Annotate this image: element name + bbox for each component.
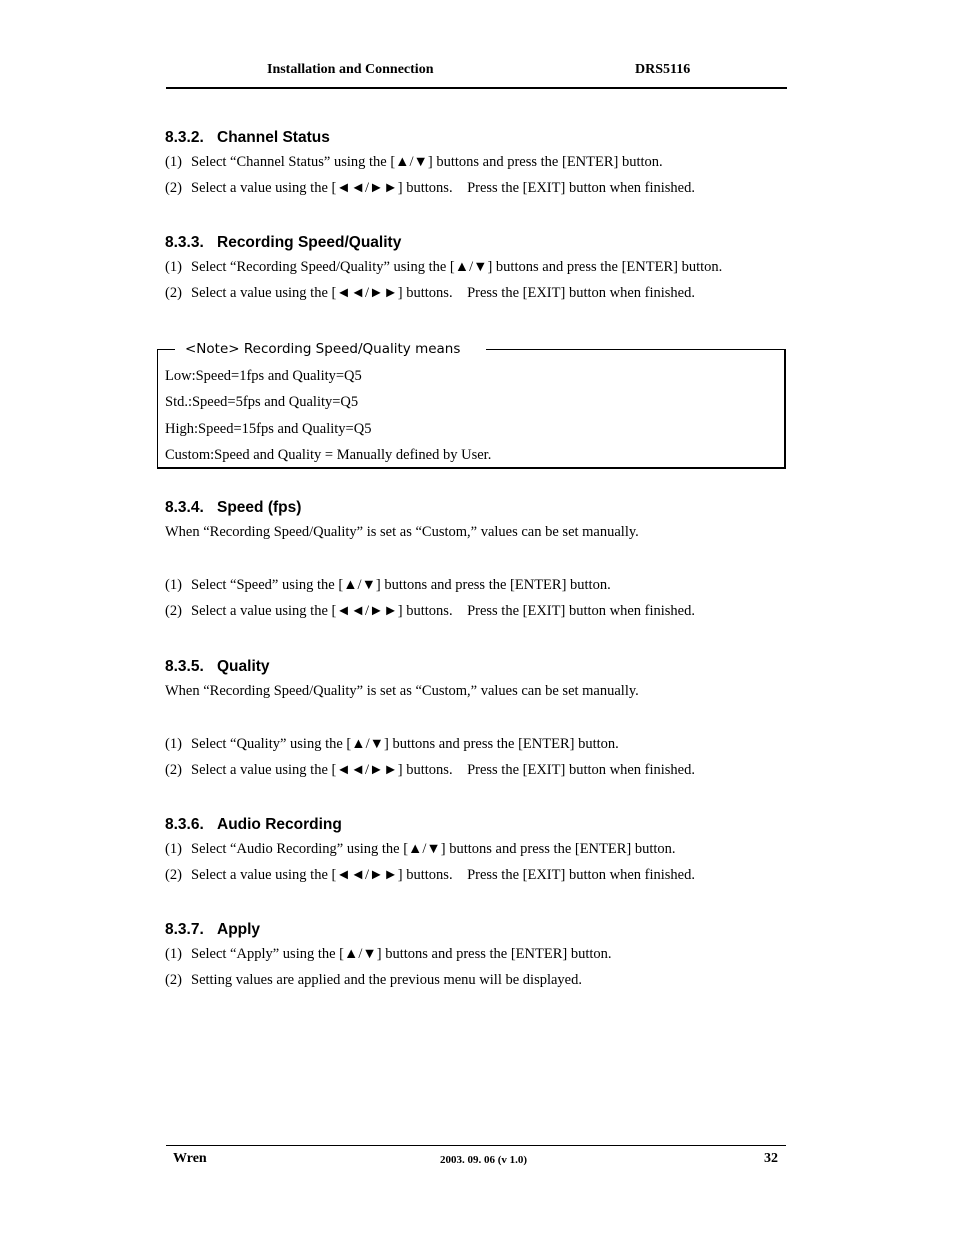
step-text: Select “Speed” using the [▲/▼] buttons and press the [ENTER] button.: [191, 577, 611, 593]
footer-page-number: 32: [764, 1151, 778, 1166]
section-number: 8.3.3.: [165, 234, 204, 251]
step-item: [165, 967, 805, 993]
footer-date-version: 2003. 09. 06 (v 1.0): [440, 1154, 528, 1166]
step-number: (1): [165, 259, 182, 275]
note-line: Low:Speed=1fps and Quality=Q5: [165, 368, 362, 384]
step-item: [165, 572, 805, 598]
step-number: (2): [165, 972, 182, 989]
step-text: Select “Recording Speed/Quality” using the [▲/▼] buttons and press the [ENTER] button.: [191, 259, 723, 275]
section-title: Channel Status: [217, 129, 330, 146]
section-intro: When “Recording Speed/Quality” is set as “Custom,” values can be set manually.: [165, 524, 639, 540]
step-number: (1): [165, 946, 182, 962]
section-heading: [165, 497, 805, 519]
step-item: [165, 598, 805, 624]
section-heading: [165, 919, 805, 941]
step-text: Select a value using the [◄◄/►►] buttons. Press the [EXIT] button when finished.: [191, 180, 695, 197]
section-title: Speed (fps): [217, 499, 302, 516]
step-item: [165, 862, 805, 888]
step-number: (2): [165, 180, 182, 197]
note-title: <Note> Recording Speed/Quality means: [175, 339, 486, 359]
step-number: (1): [165, 841, 182, 857]
step-item: [165, 280, 805, 306]
step-text: Select “Audio Recording” using the [▲/▼] buttons and press the [ENTER] button.: [191, 841, 676, 857]
note-line: High:Speed=15fps and Quality=Q5: [165, 420, 372, 437]
step-item: [165, 836, 805, 862]
footer-rule: [166, 1145, 786, 1146]
section-heading: [165, 127, 805, 149]
section-heading: [165, 814, 805, 836]
section-audio-recording: [165, 814, 805, 889]
note-lines: [165, 363, 491, 468]
step-text: Select “Quality” using the [▲/▼] buttons and press the [ENTER] button.: [191, 736, 619, 752]
section-number: 8.3.4.: [165, 499, 204, 516]
header-model-name: DRS5116: [635, 62, 691, 77]
step-text: Setting values are applied and the previous menu will be displayed.: [191, 972, 582, 989]
spacer: [165, 545, 805, 572]
step-item: [165, 175, 805, 201]
section-apply: [165, 919, 805, 994]
section-number: 8.3.7.: [165, 921, 204, 938]
step-text: Select a value using the [◄◄/►►] buttons. Press the [EXIT] button when finished.: [191, 762, 695, 779]
section-intro: When “Recording Speed/Quality” is set as “Custom,” values can be set manually.: [165, 683, 639, 699]
spacer: [165, 704, 805, 731]
header-chapter-title: Installation and Connection: [267, 62, 434, 77]
step-number: (2): [165, 867, 182, 884]
section-heading: [165, 232, 805, 254]
step-item: [165, 149, 805, 175]
section-recording-speed-quality: [165, 232, 805, 307]
note-box: [157, 341, 786, 469]
step-text: Select “Channel Status” using the [▲/▼] buttons and press the [ENTER] button.: [191, 154, 663, 170]
step-text: Select a value using the [◄◄/►►] buttons. Press the [EXIT] button when finished.: [191, 867, 695, 884]
step-item: [165, 254, 805, 280]
section-title: Recording Speed/Quality: [217, 234, 402, 251]
step-item: [165, 731, 805, 757]
step-number: (1): [165, 154, 182, 170]
step-text: Select a value using the [◄◄/►►] buttons. Press the [EXIT] button when finished.: [191, 285, 695, 302]
note-line: Custom:Speed and Quality = Manually defined by User.: [165, 446, 492, 463]
step-text: Select a value using the [◄◄/►►] buttons. Press the [EXIT] button when finished.: [191, 603, 695, 620]
section-heading: [165, 656, 805, 678]
section-title: Apply: [217, 921, 261, 938]
section-title: Audio Recording: [217, 816, 342, 833]
step-number: (1): [165, 577, 182, 593]
footer-company: Wren: [173, 1151, 207, 1166]
note-line: Std.:Speed=5fps and Quality=Q5: [165, 394, 359, 411]
section-number: 8.3.5.: [165, 658, 204, 675]
step-item: [165, 757, 805, 783]
step-number: (2): [165, 285, 182, 302]
section-number: 8.3.2.: [165, 129, 204, 146]
step-text: Select “Apply” using the [▲/▼] buttons and press the [ENTER] button.: [191, 946, 612, 962]
section-quality: [165, 656, 805, 784]
section-speed: [165, 497, 805, 625]
step-item: [165, 941, 805, 967]
header-rule: [166, 87, 787, 89]
section-title: Quality: [217, 658, 270, 675]
section-channel-status: [165, 127, 805, 202]
step-number: (2): [165, 762, 182, 779]
step-number: (1): [165, 736, 182, 752]
step-number: (2): [165, 603, 182, 620]
section-number: 8.3.6.: [165, 816, 204, 833]
